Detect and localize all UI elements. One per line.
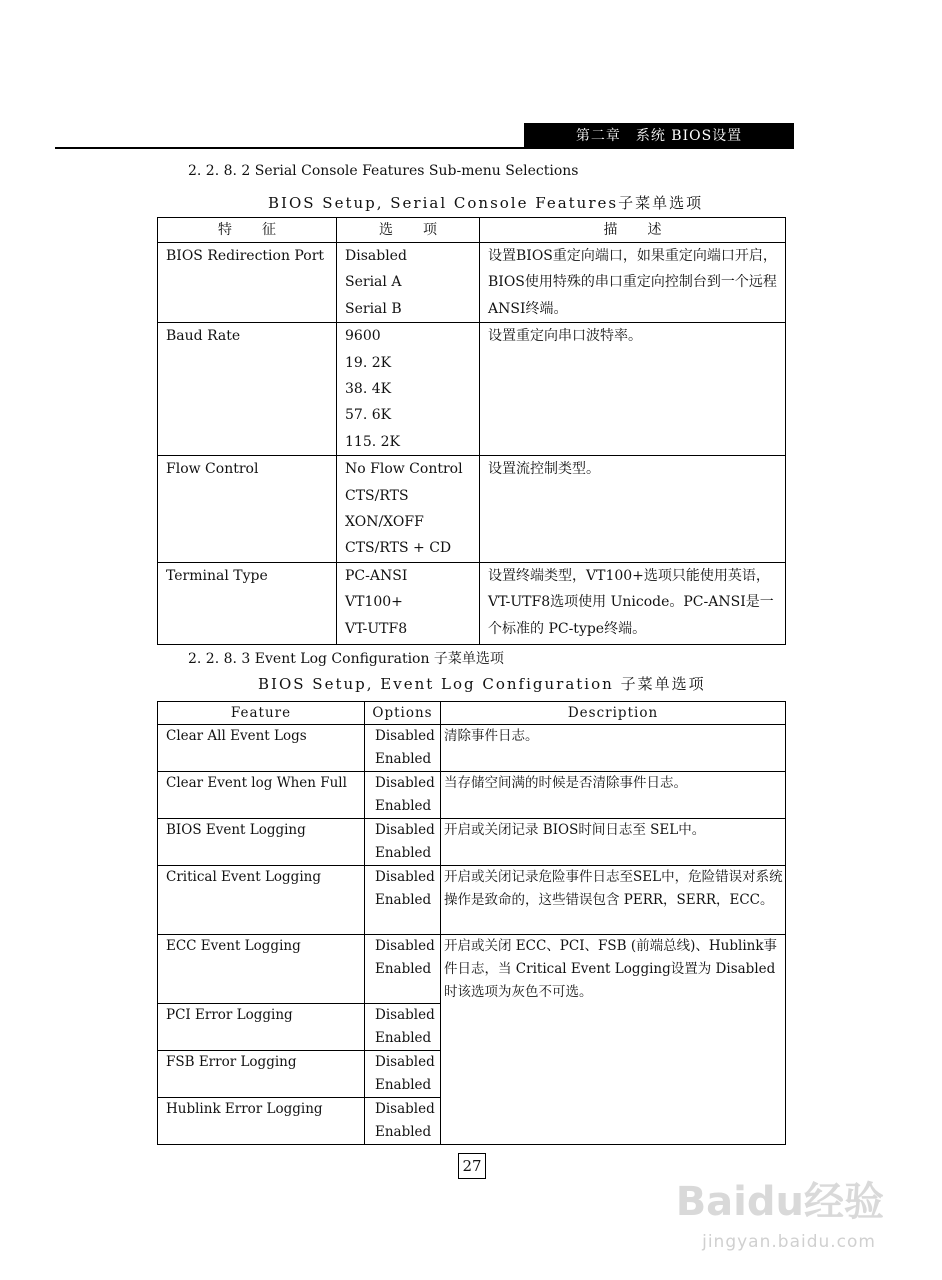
table-row	[158, 456, 786, 563]
options-cell	[365, 772, 441, 819]
column-header-options: 选项	[337, 218, 480, 243]
description-cell: 设置BIOS重定向端口，如果重定向端口开启，BIOS使用特殊的串口重定向控制台到一个远程 ANSI终端。	[480, 243, 786, 323]
description-cell: 开启或关闭记录 BIOS时间日志至 SEL中。	[441, 819, 786, 866]
table-row	[158, 772, 786, 819]
table-row	[158, 725, 786, 772]
table-header-row	[158, 218, 786, 243]
section-heading-serial-console: 2. 2. 8. 2 Serial Console Features Sub-menu Selections	[188, 163, 579, 179]
option-value: Disabled	[375, 1101, 435, 1117]
header-rule	[55, 147, 794, 149]
description-cell: 设置流控制类型。	[480, 456, 786, 563]
option-value: Disabled	[375, 938, 435, 954]
option-value: XON/XOFF	[345, 514, 424, 531]
watermark-brand: Baidu经验	[675, 1179, 884, 1225]
option-value: Disabled	[345, 248, 407, 264]
table-row	[158, 935, 786, 1004]
option-value: Enabled	[375, 961, 432, 977]
option-value: Serial A	[345, 274, 402, 291]
column-header-options: Options	[365, 702, 441, 725]
option-value: VT100+	[345, 594, 403, 611]
option-value: CTS/RTS	[345, 487, 409, 504]
feature-cell: Clear All Event Logs	[158, 725, 365, 772]
option-value: Disabled	[375, 1054, 435, 1070]
option-value: CTS/RTS + CD	[345, 540, 452, 557]
serial-console-table	[157, 217, 786, 645]
options-cell	[365, 1051, 441, 1098]
table-row	[158, 243, 786, 323]
option-value: Disabled	[375, 822, 435, 838]
option-value: Serial B	[345, 300, 402, 317]
feature-cell: Baud Rate	[158, 323, 337, 456]
column-header-description: Description	[441, 702, 786, 725]
options-cell	[337, 323, 480, 456]
option-value: 115. 2K	[345, 433, 400, 450]
options-cell	[337, 456, 480, 563]
option-value: Enabled	[375, 845, 432, 861]
feature-cell: PCI Error Logging	[158, 1004, 365, 1051]
options-cell	[365, 866, 441, 935]
feature-cell: Hublink Error Logging	[158, 1098, 365, 1145]
feature-cell: Terminal Type	[158, 562, 337, 644]
option-value: Disabled	[375, 775, 435, 791]
option-value: PC-ANSI	[345, 567, 408, 584]
description-cell: 设置终端类型，VT100+选项只能使用英语，VT-UTF8选项使用 Unicode。PC-ANSI是一个标准的 PC-type终端。	[480, 562, 786, 644]
option-value: Disabled	[375, 869, 435, 885]
table-row	[158, 819, 786, 866]
description-cell: 清除事件日志。	[441, 725, 786, 772]
options-cell	[365, 1004, 441, 1051]
feature-cell: Critical Event Logging	[158, 866, 365, 935]
feature-cell: BIOS Event Logging	[158, 819, 365, 866]
page-number: 27	[458, 1153, 486, 1179]
option-value: VT-UTF8	[345, 620, 408, 637]
option-value: Enabled	[375, 1077, 432, 1093]
option-value: Enabled	[375, 892, 432, 908]
options-cell	[337, 243, 480, 323]
description-cell: 开启或关闭 ECC、PCI、FSB (前端总线)、Hublink事件日志，当 Critical Event Logging设置为 Disabled时该选项为灰色不可选。	[441, 935, 786, 1145]
watermark-url: jingyan.baidu.com	[702, 1232, 876, 1252]
table-row	[158, 323, 786, 456]
option-value: 38. 4K	[345, 381, 392, 398]
description-cell: 当存储空间满的时候是否清除事件日志。	[441, 772, 786, 819]
option-value: Enabled	[375, 751, 432, 767]
option-value: 9600	[345, 328, 381, 345]
column-header-feature: Feature	[158, 702, 365, 725]
options-cell	[337, 562, 480, 644]
option-value: Enabled	[375, 798, 432, 814]
options-cell	[365, 935, 441, 1004]
event-log-table	[157, 701, 786, 1145]
options-cell	[365, 725, 441, 772]
option-value: Disabled	[375, 728, 435, 744]
section-heading-event-log: 2. 2. 8. 3 Event Log Configuration 子菜单选项	[188, 651, 504, 667]
chapter-header: 第二章 系统 BIOS设置	[524, 123, 794, 149]
description-cell: 开启或关闭记录危险事件日志至SEL中，危险错误对系统操作是致命的，这些错误包含 PERR，SERR，ECC。	[441, 866, 786, 935]
option-value: 19. 2K	[345, 354, 392, 371]
options-cell	[365, 819, 441, 866]
description-cell: 设置重定向串口波特率。	[480, 323, 786, 456]
option-value: 57. 6K	[345, 407, 392, 424]
option-value: No Flow Control	[345, 461, 463, 478]
column-header-description: 描述	[480, 218, 786, 243]
option-value: Disabled	[375, 1007, 435, 1023]
feature-cell: Flow Control	[158, 456, 337, 563]
options-cell	[365, 1098, 441, 1145]
baidu-watermark-logo	[676, 1170, 884, 1227]
table-row	[158, 866, 786, 935]
table-header-row	[158, 702, 786, 725]
column-header-feature: 特征	[158, 218, 337, 243]
feature-cell: ECC Event Logging	[158, 935, 365, 1004]
table-caption-event-log: BIOS Setup, Event Log Configuration 子菜单选项	[258, 675, 706, 693]
feature-cell: Clear Event log When Full	[158, 772, 365, 819]
option-value: Enabled	[375, 1030, 432, 1046]
feature-cell: FSB Error Logging	[158, 1051, 365, 1098]
feature-cell: BIOS Redirection Port	[158, 243, 337, 323]
option-value: Enabled	[375, 1124, 432, 1140]
table-caption-serial-console: BIOS Setup, Serial Console Features子菜单选项	[268, 194, 704, 212]
table-row	[158, 562, 786, 644]
